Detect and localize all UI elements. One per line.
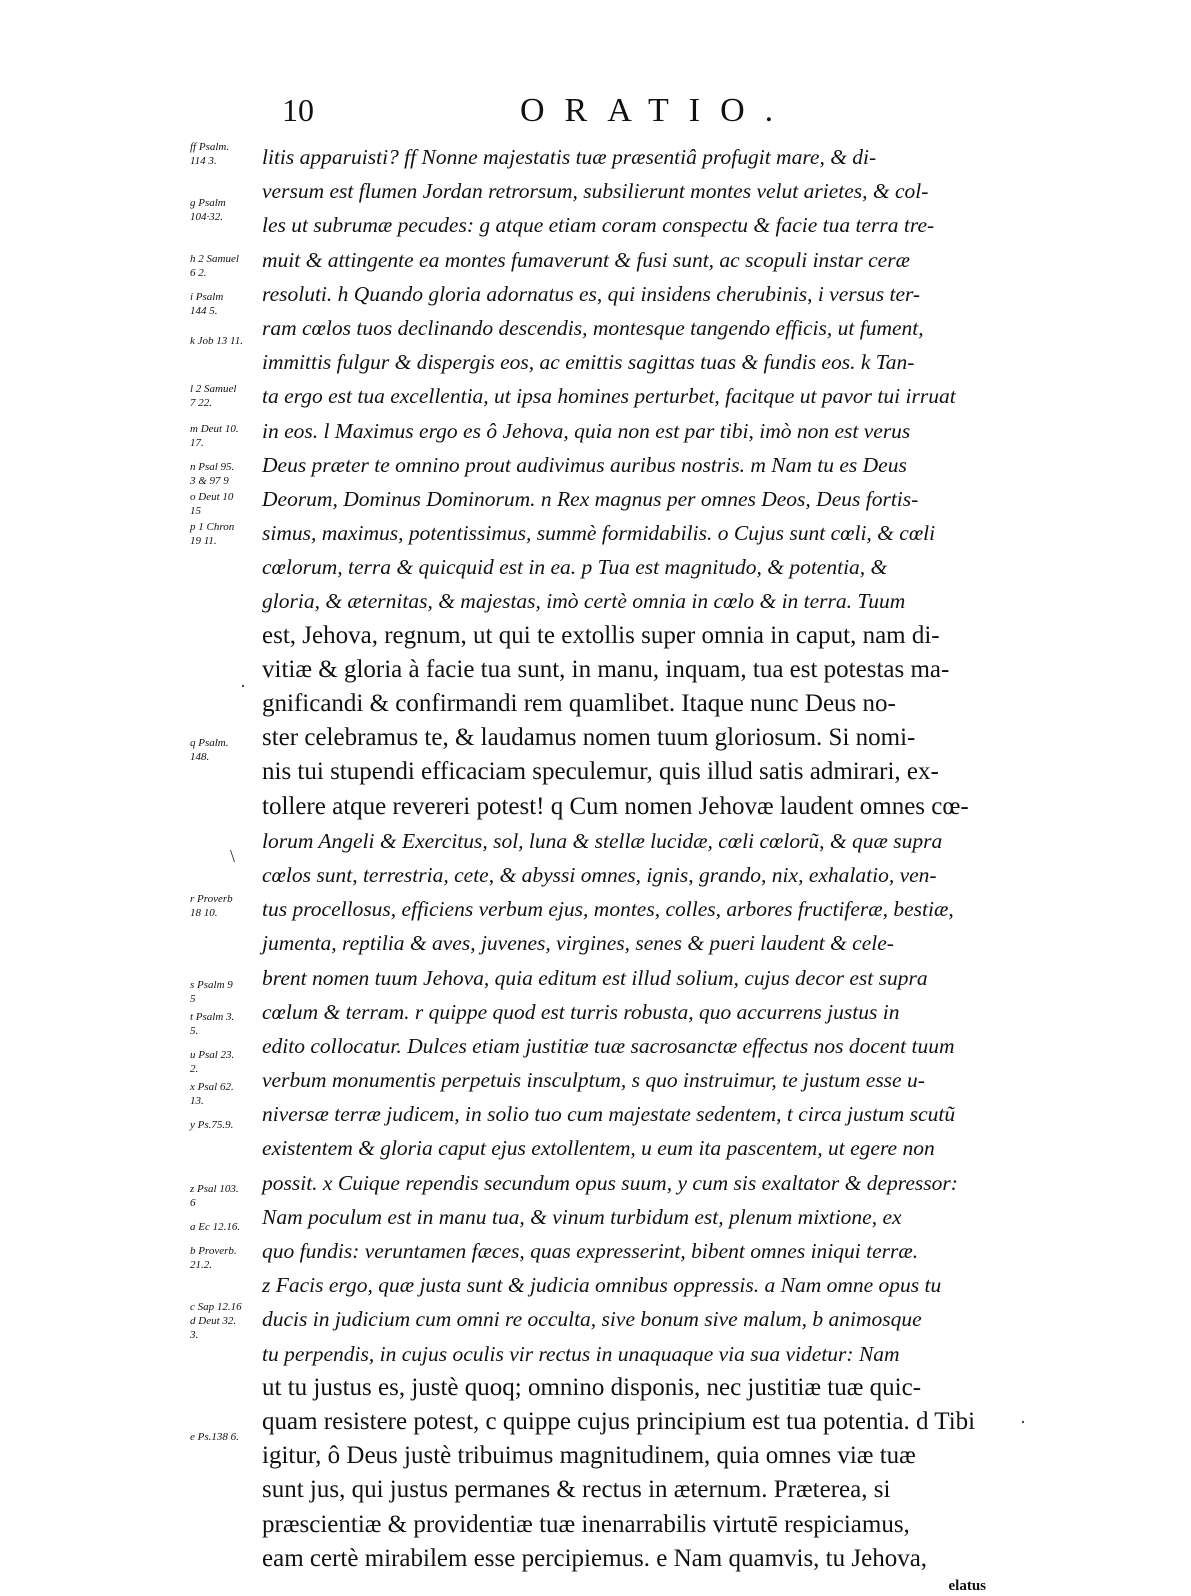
text-line: litis apparuisti? ff Nonne majestatis tuæ præsentiâ profugit mare, & di- <box>262 145 877 169</box>
margin-note: ff Psalm. 114 3. <box>190 141 230 167</box>
margin-note: d Deut 32. 3. <box>190 1315 237 1341</box>
body-text <box>262 140 992 1596</box>
margin-note: t Psalm 3. 5. <box>190 1011 235 1037</box>
text-line: igitur, ô Deus justè tribuimus magnitudinem, quia omnes viæ tuæ <box>262 1442 916 1470</box>
text-line: ducis in judicium cum omni re occulta, sive bonum sive malum, b animosque <box>262 1307 922 1332</box>
text-line: tus procellosus, efficiens verbum ejus, montes, colles, arbores fructiferæ, bestiæ, <box>262 897 954 922</box>
ink-speck: · <box>240 676 246 696</box>
text-line: edito collocatur. Dulces etiam justitiæ tuæ sacrosanctæ effectus nos docent tuum <box>262 1033 955 1058</box>
text-line: præscientiæ & providentiæ tuæ inenarrabilis virtutē respiciamus, <box>262 1510 910 1538</box>
text-line: existentem & gloria caput ejus extollentem, u eum ita pascentem, ut egere non <box>262 1136 935 1161</box>
text-line: simus, maximus, potentissimus, summè formidabilis. o Cujus sunt cœli, & cœli <box>262 521 936 546</box>
text-line: Deus præter te omnino prout audivimus auribus nostris. m Nam tu es Deus <box>262 452 907 477</box>
text-line: tollere atque revereri potest! q Cum nomen Jehovæ laudent omnes cœ- <box>262 792 969 820</box>
margin-note: b Proverb. 21.2. <box>190 1245 237 1271</box>
text-line: Deorum, Dominus Dominorum. n Rex magnus per omnes Deos, Deus fortis- <box>262 486 919 511</box>
text-line: immittis fulgur & dispergis eos, ac emittis sagittas tuas & fundis eos. k Tan- <box>262 350 915 375</box>
margin-note: n Psal 95. 3 & 97 9 <box>190 461 235 487</box>
text-line: cœlorum, terra & quicquid est in ea. p Tua est magnitudo, & potentia, & <box>262 555 888 580</box>
text-line: ster celebramus te, & laudamus nomen tuum gloriosum. Si nomi- <box>262 724 916 752</box>
text-line: ut tu justus es, justè quoq; omnino disponis, nec justitiæ tuæ quic- <box>262 1373 922 1401</box>
text-line: eam certè mirabilem esse percipiemus. e Nam quamvis, tu Jehova, <box>262 1544 928 1572</box>
margin-notes <box>190 140 262 1443</box>
text-line: z Facis ergo, quæ justa sunt & judicia omnibus oppressis. a Nam omne opus tu <box>262 1273 942 1298</box>
margin-note: q Psalm. 148. <box>190 737 229 763</box>
margin-note: u Psal 23. 2. <box>190 1049 235 1075</box>
margin-note: y Ps.75.9. <box>190 1119 234 1131</box>
text-line: Nam poculum est in manu tua, & vinum turbidum est, plenum mixtione, ex <box>262 1204 902 1229</box>
margin-note: l 2 Samuel 7 22. <box>190 383 237 409</box>
running-title: ORATIO. <box>520 92 794 129</box>
text-line: lorum Angeli & Exercitus, sol, luna & stellæ lucidæ, cœli cœlorũ, & quæ supra <box>262 828 943 853</box>
text-line: nis tui stupendi efficaciam speculemur, quis illud satis admirari, ex- <box>262 758 939 786</box>
text-line: est, Jehova, regnum, ut qui te extollis super omnia in caput, nam di- <box>262 621 940 649</box>
text-line: brent nomen tuum Jehova, quia editum est illud solium, cujus decor est supra <box>262 965 928 990</box>
margin-note: z Psal 103. 6 <box>190 1183 239 1209</box>
text-line: cœlum & terram. r quippe quod est turris robusta, quo accurrens justus in <box>262 999 900 1024</box>
ink-speck: \ <box>230 846 236 866</box>
text-line: ram cœlos tuos declinando descendis, montesque tangendo efficis, ut fument, <box>262 315 924 340</box>
text-line: vitiæ & gloria à facie tua sunt, in manu, inquam, tua est potestas ma- <box>262 655 950 683</box>
page-header <box>270 92 990 140</box>
text-line: jumenta, reptilia & aves, juvenes, virgines, senes & pueri laudent & cele- <box>262 931 894 956</box>
margin-note: h 2 Samuel 6 2. <box>190 253 239 279</box>
text-line: sunt jus, qui justus permanes & rectus in æternum. Præterea, si <box>262 1476 891 1504</box>
text-line: tu perpendis, in cujus oculis vir rectus in unaquaque via sua videtur: Nam <box>262 1341 900 1366</box>
text-line: versum est flumen Jordan retrorsum, subsilierunt montes velut arietes, & col- <box>262 179 929 204</box>
margin-note: e Ps.138 6. <box>190 1431 239 1443</box>
text-line: possit. x Cuique rependis secundum opus suum, y cum sis exaltator & depressor: <box>262 1170 958 1195</box>
margin-note: x Psal 62. 13. <box>190 1081 234 1107</box>
catchword: elatus <box>948 1577 986 1594</box>
text-line: niversæ terræ judicem, in solio tuo cum majestate sedentem, t circa justum scutũ <box>262 1102 956 1127</box>
margin-note: c Sap 12.16 <box>190 1301 242 1313</box>
page-number: 10 <box>282 92 314 128</box>
margin-note: o Deut 10 15 <box>190 491 234 517</box>
margin-note: s Psalm 9 5 <box>190 979 233 1005</box>
margin-note: a Ec 12.16. <box>190 1221 241 1233</box>
margin-note: m Deut 10. 17. <box>190 423 239 449</box>
margin-note: k Job 13 11. <box>190 335 243 347</box>
margin-note: i Psalm 144 5. <box>190 291 224 317</box>
text-line: resoluti. h Quando gloria adornatus es, qui insidens cherubinis, i versus ter- <box>262 281 921 306</box>
text-line: ta ergo est tua excellentia, ut ipsa homines perturbet, facitque ut pavor tui irruat <box>262 384 956 409</box>
ink-speck: · <box>1020 1412 1026 1432</box>
text-line: muit & attingente ea montes fumaverunt & fusi sunt, ac scopuli instar ceræ <box>262 247 910 272</box>
margin-note: p 1 Chron 19 11. <box>190 521 235 547</box>
text-line: verbum monumentis perpetuis insculptum, s quo instruimur, te justum esse u- <box>262 1068 925 1093</box>
text-line: les ut subrumæ pecudes: g atque etiam coram conspectu & facie tua terra tre- <box>262 213 935 238</box>
text-line: gnificandi & confirmandi rem quamlibet. Itaque nunc Deus no- <box>262 690 896 717</box>
margin-note: r Proverb 18 10. <box>190 893 233 919</box>
text-line: quo fundis: veruntamen fæces, quas expresserint, bibent omnes iniqui terræ. <box>262 1239 919 1263</box>
text-line: quam resistere potest, c quippe cujus principium est tua potentia. d Tibi <box>262 1407 976 1435</box>
text-line: in eos. l Maximus ergo es ô Jehova, quia non est par tibi, imò non est verus <box>262 418 911 443</box>
margin-note: g Psalm 104·32. <box>190 197 226 223</box>
text-line: cœlos sunt, terrestria, cete, & abyssi omnes, ignis, grando, nix, exhalatio, ven- <box>262 862 937 887</box>
text-line: gloria, & æternitas, & majestas, imò certè omnia in cœlo & in terra. Tuum <box>262 589 906 614</box>
